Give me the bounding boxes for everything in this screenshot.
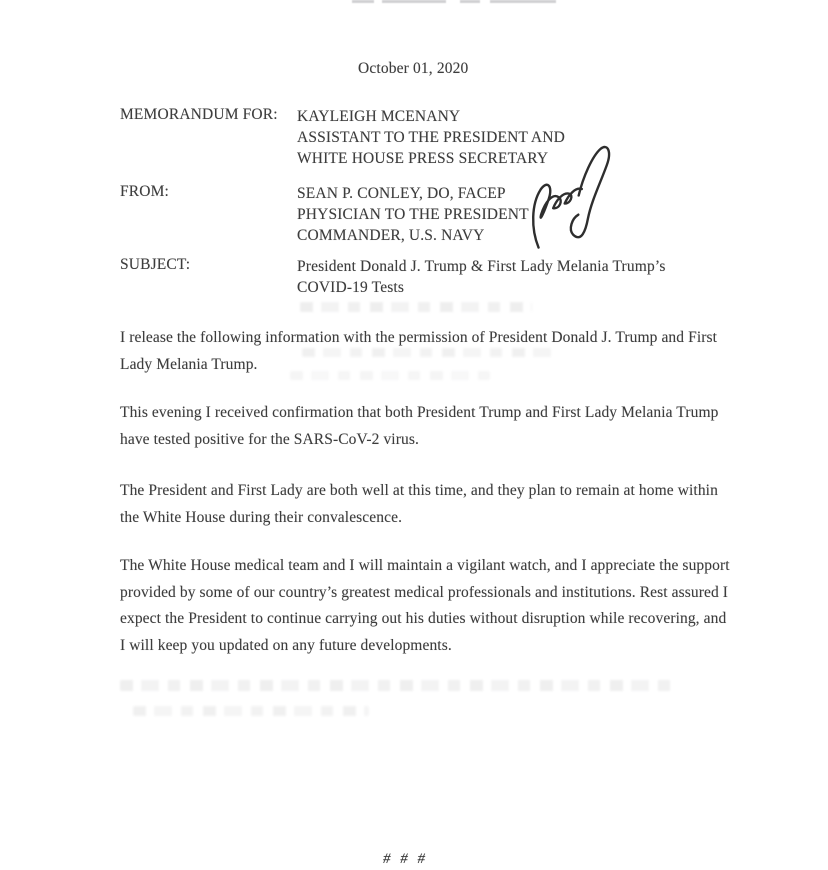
memo-for-label: MEMORANDUM FOR: — [120, 106, 278, 123]
bleed-through-artifact — [300, 302, 532, 312]
from-value — [297, 183, 717, 246]
paragraph-line: Lady Melania Trump. — [120, 355, 258, 373]
date-line: October 01, 2020 — [358, 60, 469, 77]
end-of-memo-mark: # # # — [383, 851, 428, 867]
cutoff-letterhead-artifact — [460, 0, 480, 3]
bleed-through-artifact — [120, 680, 678, 691]
paragraph-line: I release the following information with the permission of President Donald J. Trump and First — [120, 329, 718, 346]
paragraph-line: The President and First Lady are both well at this time, and they plan to remain at home within — [120, 482, 718, 499]
paragraph-line: This evening I received confirmation that both President Trump and First Lady Melania Trump — [120, 404, 719, 421]
signature-scribble-icon — [509, 138, 640, 257]
paragraph — [120, 400, 718, 453]
paragraph-line: the White House during their convalescence. — [120, 508, 403, 526]
subject-label: SUBJECT: — [120, 256, 191, 273]
paragraph — [120, 553, 730, 659]
paragraph-line: I will keep you updated on any future developments. — [120, 636, 452, 654]
subject-line: President Donald J. Trump & First Lady Melania Trump’s — [297, 258, 666, 275]
paragraph-line: The White House medical team and I will maintain a vigilant watch, and I appreciate the support — [120, 557, 730, 574]
cutoff-letterhead-artifact — [382, 0, 446, 3]
sender-name: SEAN P. CONLEY, DO, FACEP — [297, 185, 506, 202]
recipient-name: KAYLEIGH MCENANY — [297, 108, 461, 125]
subject-value — [297, 256, 717, 298]
paragraph — [120, 478, 718, 531]
from-label: FROM: — [120, 183, 169, 200]
recipient-title-line: ASSISTANT TO THE PRESIDENT AND — [297, 129, 565, 146]
cutoff-letterhead-artifact — [352, 0, 374, 3]
paragraph-line: provided by some of our country’s greatest medical professionals and institutions. Rest assured I — [120, 583, 729, 601]
memo-for-value — [297, 106, 717, 169]
cutoff-letterhead-artifact — [490, 0, 556, 3]
sender-title-line: COMMANDER, U.S. NAVY — [297, 227, 485, 244]
subject-line: COVID-19 Tests — [297, 279, 405, 296]
recipient-title-line: WHITE HOUSE PRESS SECRETARY — [297, 150, 549, 167]
bleed-through-artifact — [133, 706, 369, 716]
paragraph-line: expect the President to continue carrying out his duties without disruption while recovering, and — [120, 610, 727, 627]
sender-title-line: PHYSICIAN TO THE PRESIDENT — [297, 206, 529, 223]
paragraph-line: have tested positive for the SARS-CoV-2 virus. — [120, 430, 419, 448]
paragraph — [120, 325, 717, 378]
